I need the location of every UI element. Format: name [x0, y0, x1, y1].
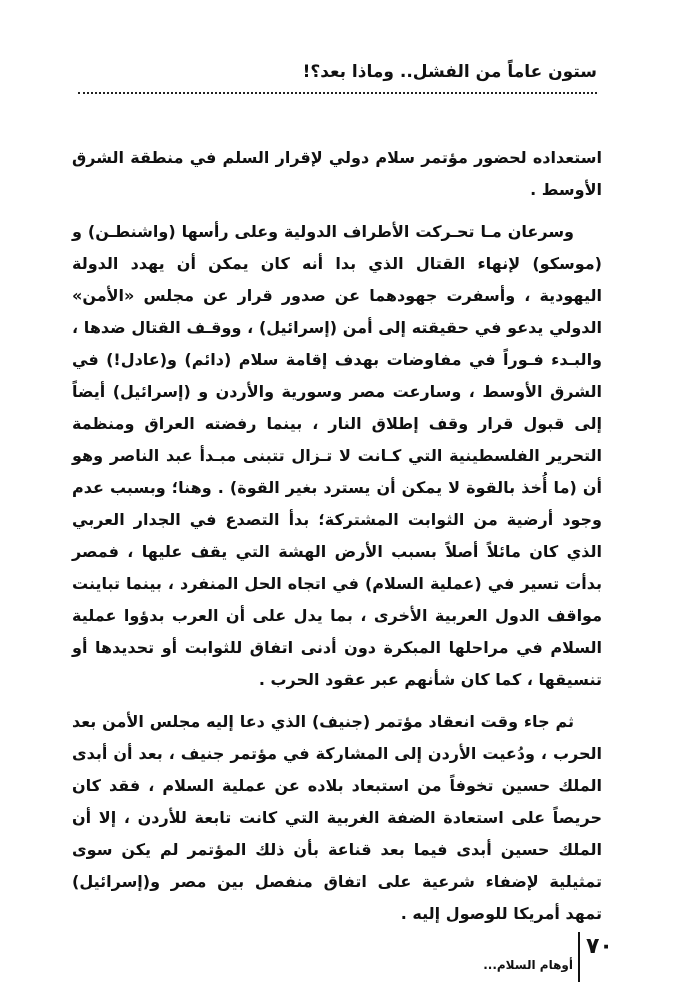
running-header: ستون عاماً من الفشل.. وماذا بعد؟!	[302, 62, 597, 82]
page-number: ٧٠	[586, 934, 613, 959]
paragraph-1: استعداده لحضور مؤتمر سلام دولي لإقرار السلم في منطقة الشرق الأوسط .	[72, 148, 602, 199]
paragraph-3: ثم جاء وقت انعقاد مؤتمر (جنيف) الذي دعا إليه مجلس الأمن بعد الحرب ، ودُعيت الأردن إلى المشاركة في مؤتمر جنيف ، بعد أن أبدى الملك حسين تخوفاً من استبعاد بلاده عن عملية السلام ، فقد كان حريصاً على استعادة الضفة الغربية التي كانت تابعة للأردن ، إلا أن الملك حسين أبدى فيما بعد قناعة بأن ذلك المؤتمر لم يكن سوى تمثيلية لإضفاء شرعية على اتفاق منفصل بين مصر و(إسرائيل) تمهد أمريكا للوصول إليه .	[72, 712, 602, 923]
footer-divider	[578, 932, 580, 982]
paragraph-2: وسرعان مـا تحـركت الأطراف الدولية وعلى رأسها (واشنطـن) و (موسكو) لإنهاء القتال الذي بدا أنه كان يمكن أن يهدد الدولة اليهودية ، وأسفرت جهودهما عن صدور قرار عن مجلس «الأمن» الدولي يدعو في حقيقته إلى أمن (إسرائيل) ، ووقـف القتال ضدها ، والبـدء فـوراً في مفاوضات بهدف إقامة سلام (دائم) و(عادل!) في الشرق الأوسط ، وسارعت مصر وسورية والأردن و (إسرائيل) أيضاً إلى قبول قرار وقف إطلاق النار ، بينما رفضته العراق ومنظمة التحرير الفلسطينية التي كـانت لا تـزال تتبنى مبـدأ عبد الناصر وهو أن (ما أُخذ بالقوة لا يمكن أن يسترد بغير القوة) . وهنا؛ وبسبب عدم وجود أرضية من الثوابت المشتركة؛ بدأ التصدع في الجدار العربي الذي كان مائلاً أصلاً بسبب الأرض الهشة التي يقف عليها ، فمصر بدأت تسير في (عملية السلام) في اتجاه الحل المنفرد ، بينما تباينت مواقف الدول العربية الأخرى ، بما يدل على أن العرب بدؤوا عملية السلام في مراحلها المبكرة دون أدنى اتفاق للثوابت أو تحديدها أو تنسيقها ، كما كان شأنهم عبر عقود الحرب .	[72, 222, 602, 689]
body-text	[72, 142, 602, 940]
footer-book-title: أوهام السلام...	[483, 958, 573, 972]
header-divider	[78, 92, 597, 94]
